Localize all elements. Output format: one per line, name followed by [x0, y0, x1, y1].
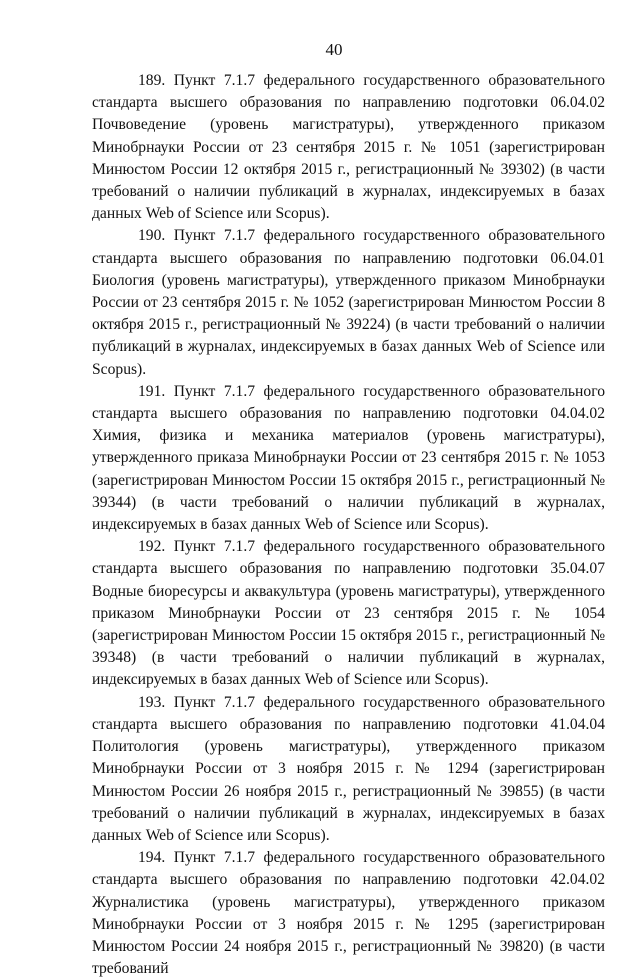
paragraph-item-189 [92, 70, 605, 225]
page-number: 40 [325, 40, 343, 59]
item-text: Пункт 7.1.7 федерального государственного образовательного стандарта высшего образования по направлению подготовки 35.04.07 Водные биоресурсы и аквакультура (уровень магистратуры), утвержденного приказом Минобрнауки России от 23 сентября 2015 г. № 1054 (зарегистрирован Минюстом России 15 октября 2015 г., регистрационный № 39348) (в части требований о наличии публикаций в журналах, индексируемых в базах данных Web of Science или Scopus). [92, 538, 605, 689]
paragraph-item-192 [92, 536, 605, 691]
document-body [92, 70, 605, 980]
item-number: 194. [138, 849, 166, 867]
paragraph-item-190 [92, 225, 605, 380]
item-number: 192. [138, 538, 166, 556]
paragraph-item-194 [92, 847, 605, 980]
item-number: 190. [138, 227, 166, 245]
item-text: Пункт 7.1.7 федерального государственного образовательного стандарта высшего образования по направлению подготовки 42.04.02 Журналистика (уровень магистратуры), утвержденного приказом Минобрнауки России от 3 ноября 2015 г. № 1295 (зарегистрирован Минюстом России 24 ноября 2015 г., регистрационный № 39820) (в части требований [92, 849, 605, 978]
item-number: 193. [138, 693, 166, 711]
item-number: 191. [138, 382, 166, 400]
paragraph-item-193 [92, 692, 605, 847]
item-text: Пункт 7.1.7 федерального государственного образовательного стандарта высшего образования по направлению подготовки 41.04.04 Политология (уровень магистратуры), утвержденного приказом Минобрнауки России от 3 ноября 2015 г. № 1294 (зарегистрирован Минюстом России 26 ноября 2015 г., регистрационный № 39855) (в части требований о наличии публикаций в журналах, индексируемых в базах данных Web of Science или Scopus). [92, 693, 605, 844]
item-text: Пункт 7.1.7 федерального государственного образовательного стандарта высшего образования по направлению подготовки 06.04.01 Биология (уровень магистратуры), утвержденного приказом Минобрнауки России от 23 сентября 2015 г. № 1052 (зарегистрирован Минюстом России 8 октября 2015 г., регистрационный № 39224) (в части требований о наличии публикаций в журналах, индексируемых в базах данных Web of Science или Scopus). [92, 227, 605, 378]
paragraph-item-191 [92, 381, 605, 536]
item-text: Пункт 7.1.7 федерального государственного образовательного стандарта высшего образования по направлению подготовки 06.04.02 Почвоведение (уровень магистратуры), утвержденного приказом Минобрнауки России от 23 сентября 2015 г. № 1051 (зарегистрирован Минюстом России 12 октября 2015 г., регистрационный № 39302) (в части требований о наличии публикаций в журналах, индексируемых в базах данных Web of Science или Scopus). [92, 72, 605, 223]
item-number: 189. [138, 72, 166, 89]
item-text: Пункт 7.1.7 федерального государственного образовательного стандарта высшего образования по направлению подготовки 04.04.02 Химия, физика и механика материалов (уровень магистратуры), утвержденного приказа Минобрнауки России от 23 сентября 2015 г. № 1053 (зарегистрирован Минюстом России 15 октября 2015 г., регистрационный № 39344) (в части требований о наличии публикаций в журналах, индексируемых в базах данных Web of Science или Scopus). [92, 382, 605, 534]
